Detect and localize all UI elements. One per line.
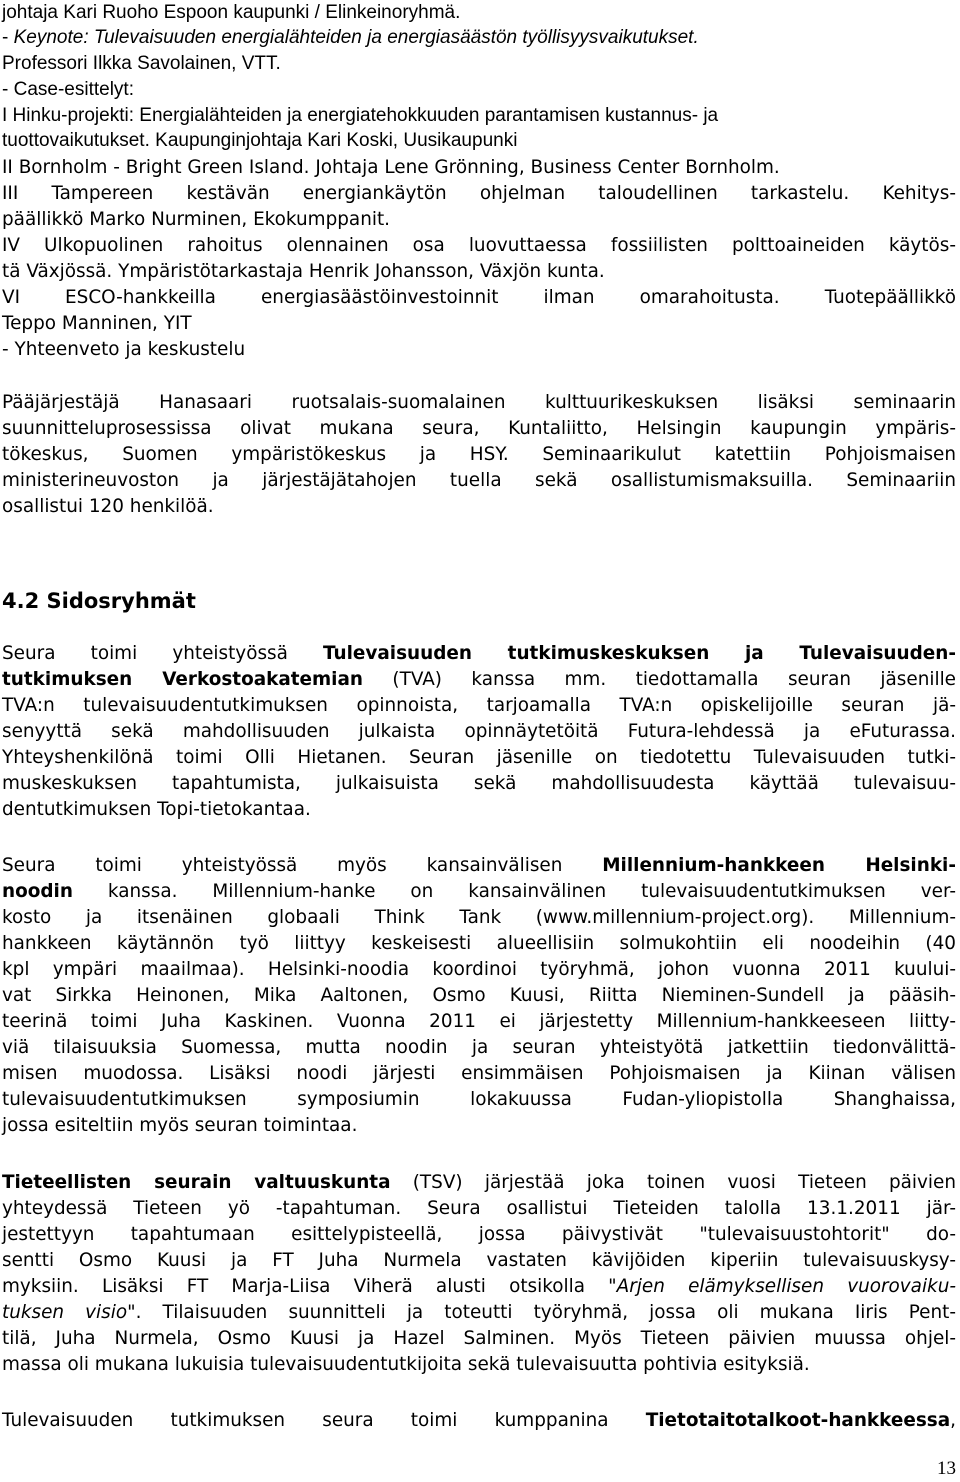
text-line: muskeskuksen tapahtumista, julkaisuista sekä mahdollisuudesta käyttää tulevaisuu- <box>2 773 956 794</box>
text-line: myksiin. Lisäksi FT Marja-Liisa Viherä alusti otsikolla "Arjen elämyksellisen vuorovaiku- <box>2 1276 957 1297</box>
text-line: Tieteellisten seurain valtuuskunta (TSV) järjestää joka toinen vuosi Tieteen päivien <box>2 1172 956 1193</box>
text-line: kpl ympäri maailmaa). Helsinki-noodia koordinoi työryhmä, johon vuonna 2011 kuului- <box>2 959 956 980</box>
text-line: misen muodossa. Lisäksi noodi järjesti ensimmäisen Pohjoismaisen ja Kiinan välisen <box>2 1063 956 1084</box>
text-line: dentutkimuksen Topi-tietokantaa. <box>2 799 311 820</box>
text-line: päällikkö Marko Nurminen, Ekokumppanit. <box>2 209 391 230</box>
text-line: tilä, Juha Nurmela, Osmo Kuusi ja Hazel Salminen. Myös Tieteen päivien muussa ohjel- <box>2 1328 956 1349</box>
text-line: tulevaisuudentutkimuksen symposiumin lokakuussa Fudan-yliopistolla Shanghaissa, <box>2 1089 956 1110</box>
text-line: senyyttä sekä mahdollisuuden julkaista opinnäytetöitä Futura-lehdessä ja eFuturassa. <box>2 721 956 742</box>
text-line: johtaja Kari Ruoho Espoon kaupunki / Elinkeinoryhmä. <box>2 2 461 23</box>
text-line: jestettyyn tapahtumaan esittelypisteellä, jossa päivystivät "tulevaisuustohtorit" do- <box>2 1224 956 1245</box>
text-line: tökeskus, Suomen ympäristökeskus ja HSY. Seminaarikulut katettiin Pohjoismaisen <box>2 444 956 465</box>
text-line: massa oli mukana lukuisia tulevaisuudentutkijoita sekä tulevaisuutta pohtivia esityksiä. <box>2 1354 810 1375</box>
page-number: 13 <box>937 1458 956 1479</box>
text-line: Seura toimi yhteistyössä myös kansainvälisen Millennium-hankkeen Helsinki- <box>2 855 956 876</box>
text-line: III Tampereen kestävän energiankäytön ohjelman taloudellinen tarkastelu. Kehitys- <box>2 183 956 204</box>
text-line: Seura toimi yhteistyössä Tulevaisuuden tutkimuskeskuksen ja Tulevaisuuden- <box>2 643 956 664</box>
text-line: jossa esiteltiin myös seuran toimintaa. <box>2 1115 358 1136</box>
text-line: teerinä toimi Juha Kaskinen. Vuonna 2011 ei järjestetty Millennium-hankkeeseen liitty- <box>2 1011 956 1032</box>
text-line: yhteydessä Tieteen yö -tapahtuman. Seura osallistui Tieteiden talolla 13.1.2011 jär- <box>2 1198 956 1219</box>
text-line: tuottovaikutukset. Kaupunginjohtaja Kari Koski, Uusikaupunki <box>2 130 518 151</box>
text-line: Pääjärjestäjä Hanasaari ruotsalais-suomalainen kulttuurikeskuksen lisäksi seminaarin <box>2 392 956 413</box>
text-line: tutkimuksen Verkostoakatemian (TVA) kanssa mm. tiedottamalla seuran jäsenille <box>2 669 956 690</box>
text-line: I Hinku-projekti: Energialähteiden ja energiatehokkuuden parantamisen kustannus- ja <box>2 105 719 126</box>
text-line: II Bornholm - Bright Green Island. Johtaja Lene Grönning, Business Center Bornholm. <box>2 157 780 178</box>
text-line: ministerineuvoston ja järjestäjätahojen tuella sekä osallistumismaksuilla. Seminaariin <box>2 470 956 491</box>
text-line: osallistui 120 henkilöä. <box>2 496 214 517</box>
text-line: Professori Ilkka Savolainen, VTT. <box>2 53 281 74</box>
text-line: TVA:n tulevaisuudentutkimuksen opinnoista, tarjoamalla TVA:n opiskelijoille seuran jä- <box>2 695 956 716</box>
text-line: Teppo Manninen, YIT <box>2 313 192 334</box>
text-line: hankkeen käytännön työ liittyy keskeisesti alueellisiin solmukohtiin eli noodeihin (40 <box>2 933 956 954</box>
text-line: IV Ulkopuolinen rahoitus olennainen osa luovuttaessa fossiilisten polttoaineiden käytös- <box>2 235 956 256</box>
text-line: - Keynote: Tulevaisuuden energialähteiden ja energiasäästön työllisyysvaikutukset. <box>2 27 699 48</box>
section-heading: 4.2 Sidosryhmät <box>2 589 196 613</box>
text-line: sentti Osmo Kuusi ja FT Juha Nurmela vastaten kävijöiden kiperiin tulevaisuuskysy- <box>2 1250 956 1271</box>
text-line: vat Sirkka Heinonen, Mika Aaltonen, Osmo Kuusi, Riitta Nieminen-Sundell ja pääsih- <box>2 985 956 1006</box>
text-line: - Yhteenveto ja keskustelu <box>2 339 246 360</box>
text-line: Yhteyshenkilönä toimi Olli Hietanen. Seuran jäsenille on tiedotettu Tulevaisuuden tutki- <box>2 747 956 768</box>
text-line: - Case-esittelyt: <box>2 79 134 100</box>
text-line: viä tilaisuuksia Suomessa, mutta noodin ja seuran yhteistyötä jatkettiin tiedonvälittä- <box>2 1037 956 1058</box>
text-line: tä Växjössä. Ympäristötarkastaja Henrik Johansson, Växjön kunta. <box>2 261 605 282</box>
text-line: suunnitteluprosessissa olivat mukana seura, Kuntaliitto, Helsingin kaupungin ympäris- <box>2 418 956 439</box>
text-line: Tulevaisuuden tutkimuksen seura toimi kumppanina Tietotaitotalkoot-hankkeessa, <box>2 1410 956 1431</box>
text-line: noodin kanssa. Millennium-hanke on kansainvälinen tulevaisuudentutkimuksen ver- <box>2 881 956 902</box>
text-line: kosto ja itsenäinen globaali Think Tank (www.millennium-project.org). Millennium- <box>2 907 956 928</box>
text-line: tuksen visio". Tilaisuuden suunnitteli ja toteutti työryhmä, jossa oli mukana Iiris Pent- <box>2 1302 956 1323</box>
text-line: VI ESCO-hankkeilla energiasäästöinvestoinnit ilman omarahoitusta. Tuotepäällikkö <box>2 287 956 308</box>
